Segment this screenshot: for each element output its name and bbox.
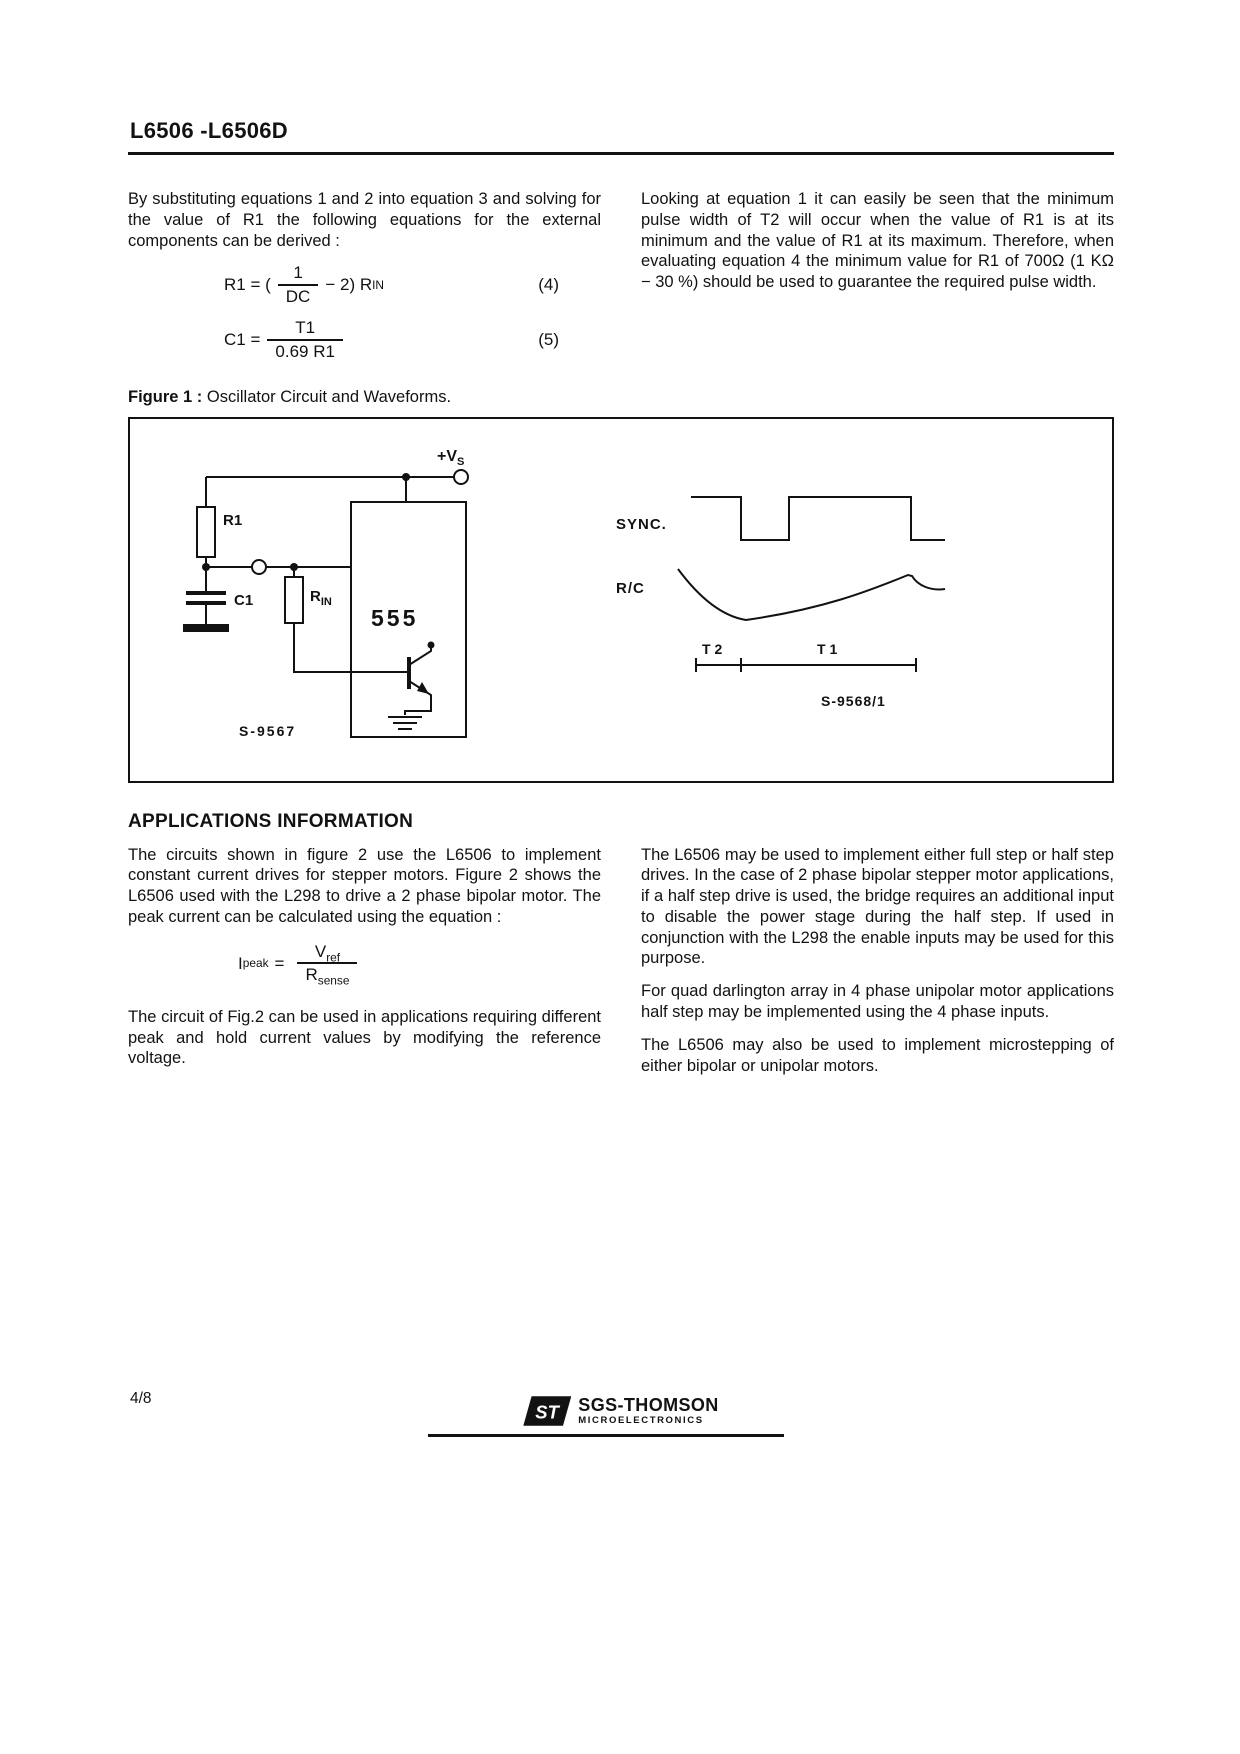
page-number: 4/8: [130, 1390, 152, 1407]
eq4-pre: R1 = (: [224, 275, 271, 295]
eq4-denominator: DC: [278, 284, 319, 307]
waveform-code-label: S-9568/1: [821, 692, 886, 709]
applications-heading: APPLICATIONS INFORMATION: [128, 810, 414, 832]
equation-4: R1 = ( $\frac{1}{DC}$ − 2) R IN (4): [128, 263, 601, 306]
schematic-code-label: S-9567: [239, 722, 297, 739]
eq4-post: − 2) R: [325, 275, 373, 295]
page-title: L6506 -L6506D: [130, 118, 288, 143]
sync-waveform: [691, 497, 945, 540]
brand-text: [578, 1396, 718, 1426]
t2-label: T 2: [702, 640, 723, 657]
eq5-denominator: 0.69 R1: [267, 339, 343, 362]
figure1-caption-text: Oscillator Circuit and Waveforms.: [206, 387, 452, 406]
sync-label: SYNC.: [616, 515, 667, 533]
brand-subtitle: MICROELECTRONICS: [578, 1414, 704, 1426]
equation-5: [128, 318, 601, 361]
eq4-number: (4): [538, 275, 559, 295]
footer-rule: [428, 1434, 784, 1437]
oscillator-figure: [130, 419, 1112, 781]
applications-right-column: [641, 845, 1114, 1089]
header-rule: [128, 152, 1114, 155]
intro-right-paragraph: Looking at equation 1 it can easily be seen that the minimum pulse width of T2 will occur when the value of R1 is at its minimum and the value of R1 at its maximum. Therefore, when evaluating equation 4 the minimum value for R1 of 700Ω (1 KΩ − 30 %) should be used to guarantee the required pulse width.: [641, 190, 1114, 292]
ipeak-numerator: $V_{ref}$: [314, 941, 341, 965]
eq5-numerator: T1: [295, 318, 316, 338]
page-footer: [128, 1390, 1114, 1450]
svg-text:ST: ST: [535, 1401, 559, 1423]
applications-right-paragraph-2: For quad darlington array in 4 phase unipolar motor applications half step may be implemented using the 4 phase inputs.: [641, 982, 1114, 1021]
intro-section: [128, 189, 1114, 374]
intro-left-paragraph: By substituting equations 1 and 2 into equation 3 and solving for the value of R1 the following equations for the external components can be derived :: [128, 190, 601, 250]
st-logo-icon: [523, 1392, 571, 1430]
ipeak-denominator: $R_{sense}$: [297, 962, 357, 985]
figure-labels: [223, 448, 886, 739]
brand-name: SGS-THOMSON: [578, 1394, 719, 1415]
ipeak-fraction: [297, 941, 357, 988]
applications-right-paragraph-3: The L6506 may also be used to implement microstepping of either bipolar or unipolar motors.: [641, 1035, 1114, 1075]
rc-label: R/C: [616, 579, 645, 597]
rin-label: $R_{IN}$: [310, 587, 332, 608]
eq4-numerator: 1: [293, 263, 303, 283]
eq5-fraction: [267, 318, 343, 361]
c1-label: C1: [234, 591, 254, 609]
vs-label: $+V_S$: [437, 447, 465, 468]
figure1-box: [128, 417, 1114, 783]
eq5-number: (5): [538, 330, 559, 350]
r1-label: R1: [223, 511, 243, 529]
figure1-caption: [128, 388, 1114, 407]
applications-section: [128, 845, 1114, 1089]
applications-left-paragraph-1: The circuits shown in figure 2 use the L6506 to implement constant current drives for stepper motors. Figure 2 shows the L6506 used with the L298 to drive a 2 phase bipolar motor. The peak current can be calculated using the equation :: [128, 845, 601, 926]
applications-left-paragraph-2: The circuit of Fig.2 can be used in applications requiring different peak and hold current values by modifying the reference voltage.: [128, 1007, 601, 1068]
eq5-pre: C1 =: [224, 330, 261, 350]
eq4-fraction: [278, 263, 319, 306]
ipeak-lhs: I: [238, 953, 243, 973]
applications-left-column: [128, 845, 601, 1089]
ic-555-label: 555: [371, 604, 419, 631]
intro-left-column: [128, 189, 601, 374]
rc-waveform: [678, 569, 945, 620]
sgs-thomson-logo: [523, 1392, 718, 1430]
ipeak-equals: =: [274, 953, 285, 973]
applications-right-paragraph-1: The L6506 may be used to implement either full step or half step drives. In the case of 2 phase bipolar stepper motor applications, if a half step drive is used, the bridge requires an additional input to disable the power stage during the half step. If used in conjunction with the L298 the enable inputs may be used for this purpose.: [641, 845, 1114, 968]
figure1-caption-label: Figure 1 :: [128, 387, 203, 406]
intro-right-column: [641, 189, 1114, 374]
equation-ipeak: I peak = $\frac{V_{ref}}{R_{sense}}$: [128, 942, 601, 985]
t1-label: T 1: [817, 640, 838, 657]
